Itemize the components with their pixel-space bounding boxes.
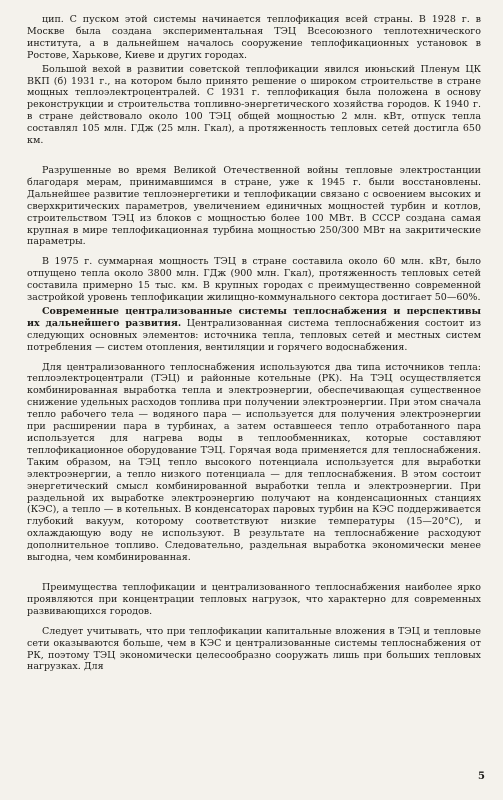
paragraph-7: Преимущества теплофикации и централизованного теплоснабжения наиболее ярко проявляются при концентрации тепловых нагрузок, что характерно для современных развивающихся городов. <box>27 581 481 617</box>
paragraph-3: Разрушенные во время Великой Отечественной войны тепловые электростанции благодаря мерам, принимавшимся в стране, уже к 1945 г. были восстановлены. Дальнейшее развитие теплоэнергетики и теплофикации связано с освоением высоких и сверхкритических параметров, увеличением единичных мощностей турбин и котлов, строительством ТЭЦ из блоков с мощностью более 100 МВт. В СССР создана самая крупная в мире теплофикационная турбина мощностью 250/300 МВт на закритические параметры. <box>27 164 481 248</box>
paragraph-4: В 1975 г. суммарная мощность ТЭЦ в стране составила около 60 млн. кВт, было отпущено тепла около 3800 млн. ГДж (900 млн. Гкал), протяженность тепловых сетей составила примерно 15 тыс. км. В крупных городах с преимущественно современной застройкой уровень теплофикации жилищно-коммунального сектора достигает 50—60%. <box>27 256 481 304</box>
paragraph-8: Следует учитывать, что при теплофикации капитальные вложения в ТЭЦ и тепловые сети оказываются больше, чем в КЭС и централизованные системы теплоснабжения от РК, поэтому ТЭЦ экономически целесообразно сооружать лишь при больших тепловых нагрузках. Для <box>27 625 481 673</box>
paragraph-1: цип. С пуском этой системы начинается теплофикация всей страны. В 1928 г. в Москве была создана экспериментальная ТЭЦ Всесоюзного теплотехнического института, а в дальнейшем началось сооружение теплофикационных установок в Ростове, Харькове, Киеве и других городах. <box>27 14 481 61</box>
section-heading: Современные централизованные системы теплоснабжения и перспективы их дальнейшего развития. <box>27 305 481 329</box>
paragraph-2: Большой вехой в развитии советской теплофикации явился июньский Пленум ЦК ВКП (б) 1931 г., на котором было принято решение о широком строительстве в стране мощных теплоэлектроцентралей. С 1931 г. теплофикация была положена в основу реконструкции и строительства топливно-энергетического хозяйства городов. К 1940 г. в стране действовало около 100 ТЭЦ общей мощностью 2 млн. кВт, отпуск тепла составлял 105 млн. ГДж (25 млн. Гкал), а протяженность тепловых сетей достигла 650 км. <box>27 63 481 147</box>
page-number: 5 <box>478 771 485 782</box>
paragraph-5-text: Централизованная система теплоснабжения состоит из следующих основных элементов: источника тепла, тепловых сетей и местных систем потребления — систем отопления, вентиляции и горячего водоснабжения. <box>27 317 481 353</box>
paragraph-6: Для централизованного теплоснабжения используются два типа источников тепла: теплоэлектроцентрали (ТЭЦ) и районные котельные (РК). На ТЭЦ осуществляется комбинированная выработка тепла и электроэнергии, обеспечивающая существенное снижение удельных расходов топлива при получении электроэнергии. При этом сначала тепло рабочего тела — водяного пара — используется для получения электроэнергии при расширении пара в турбинах, а затем оставшееся тепло отработанного пара используется для нагрева воды в теплообменниках, которые составляют теплофикационное оборудование ТЭЦ. Горячая вода применяется для теплоснабжения. Таким образом, на ТЭЦ тепло высокого потенциала используется для выработки электроэнергии, а тепло низкого потенциала — для теплоснабжения. В этом состоит энергетический смысл комбинированной выработки тепла и электроэнергии. При раздельной их выработке электроэнергию получают на конденсационных станциях (КЭС), а тепло — в котельных. В конденсаторах паровых турбин на КЭС поддерживается глубокий вакуум, которому соответствуют низкие температуры (15—20°С), и охлаждающую воду не используют. В результате на теплоснабжение расходуют дополнительное топливо. Следовательно, раздельная выработка экономически менее выгодна, чем комбинированная. <box>27 361 481 564</box>
paragraph-5 <box>27 306 481 354</box>
